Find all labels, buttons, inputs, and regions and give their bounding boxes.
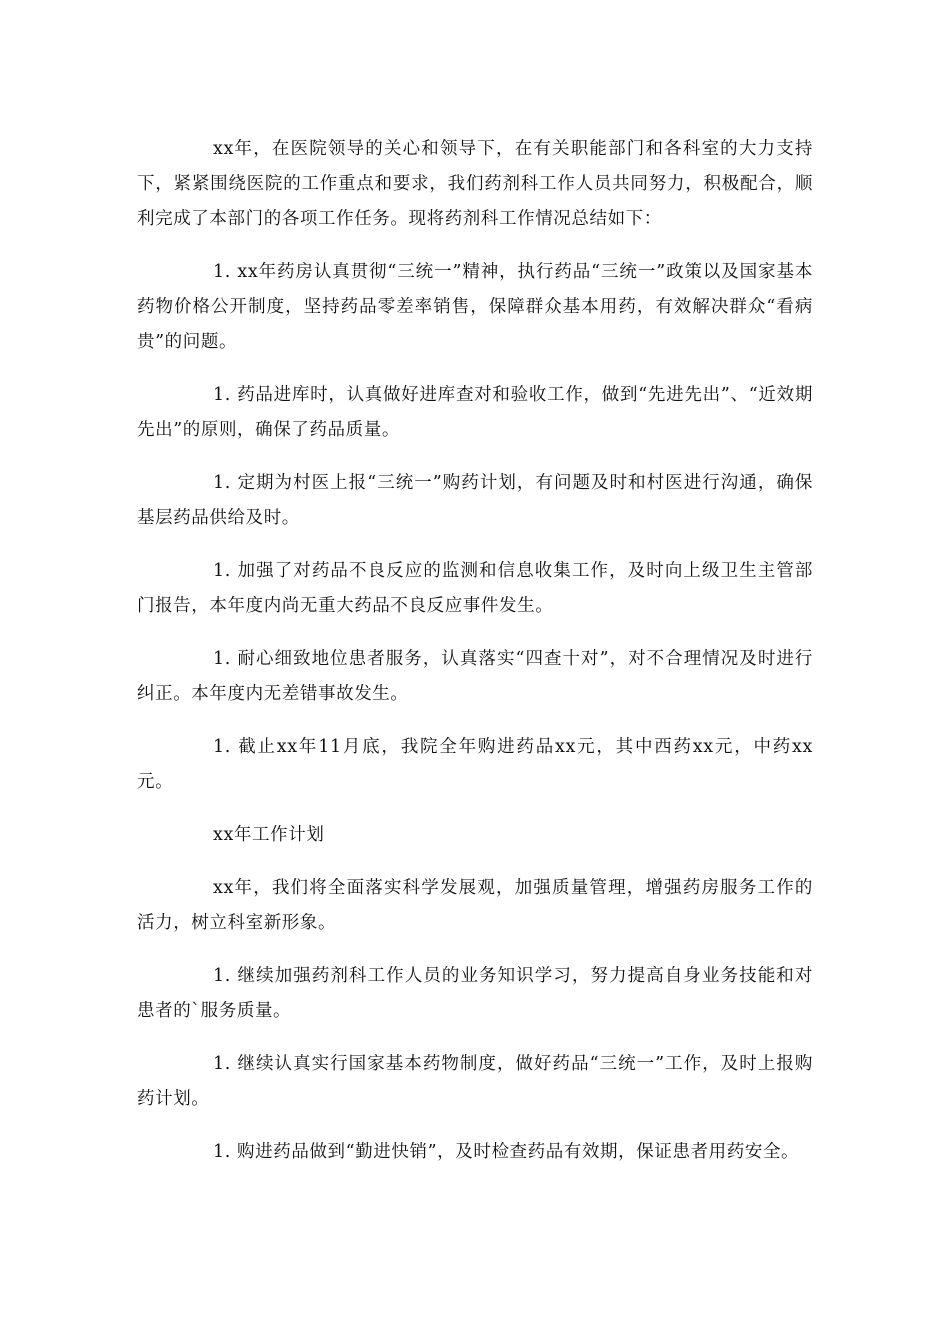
summary-item-2: 1. 药品进库时，认真做好进库查对和验收工作，做到“先进先出”、“近效期先出”的原则，确保了药品质量。 bbox=[137, 385, 813, 440]
plan-intro-paragraph: xx年，我们将全面落实科学发展观，加强质量管理，增强药房服务工作的活力，树立科室新形象。 bbox=[137, 878, 813, 933]
summary-item-3: 1. 定期为村医上报“三统一”购药计划，有问题及时和村医进行沟通，确保基层药品供给及时。 bbox=[137, 473, 813, 528]
summary-item-5: 1. 耐心细致地位患者服务，认真落实“四查十对”，对不合理情况及时进行纠正。本年度内无差错事故发生。 bbox=[137, 649, 813, 704]
plan-heading: xx年工作计划 bbox=[213, 825, 325, 845]
summary-item-4: 1. 加强了对药品不良反应的监测和信息收集工作，及时向上级卫生主管部门报告，本年度内尚无重大药品不良反应事件发生。 bbox=[137, 561, 813, 616]
intro-paragraph: xx年，在医院领导的关心和领导下，在有关职能部门和各科室的大力支持下，紧紧围绕医院的工作重点和要求，我们药剂科工作人员共同努力，积极配合，顺利完成了本部门的各项工作任务。现将药剂科工作情况总结如下： bbox=[137, 139, 813, 229]
plan-item-2: 1. 继续认真实行国家基本药物制度，做好药品“三统一”工作，及时上报购药计划。 bbox=[137, 1054, 813, 1109]
document-body bbox=[137, 132, 813, 1188]
plan-item-3: 1. 购进药品做到“勤进快销”，及时检查药品有效期，保证患者用药安全。 bbox=[213, 1142, 800, 1162]
summary-item-6: 1. 截止xx年11月底，我院全年购进药品xx元，其中西药xx元，中药xx元。 bbox=[137, 737, 813, 792]
summary-item-1: 1. xx年药房认真贯彻“三统一”精神，执行药品“三统一”政策以及国家基本药物价格公开制度，坚持药品零差率销售，保障群众基本用药，有效解决群众“看病贵”的问题。 bbox=[137, 262, 813, 352]
plan-item-1: 1. 继续加强药剂科工作人员的业务知识学习，努力提高自身业务技能和对患者的`服务质量。 bbox=[137, 966, 813, 1021]
